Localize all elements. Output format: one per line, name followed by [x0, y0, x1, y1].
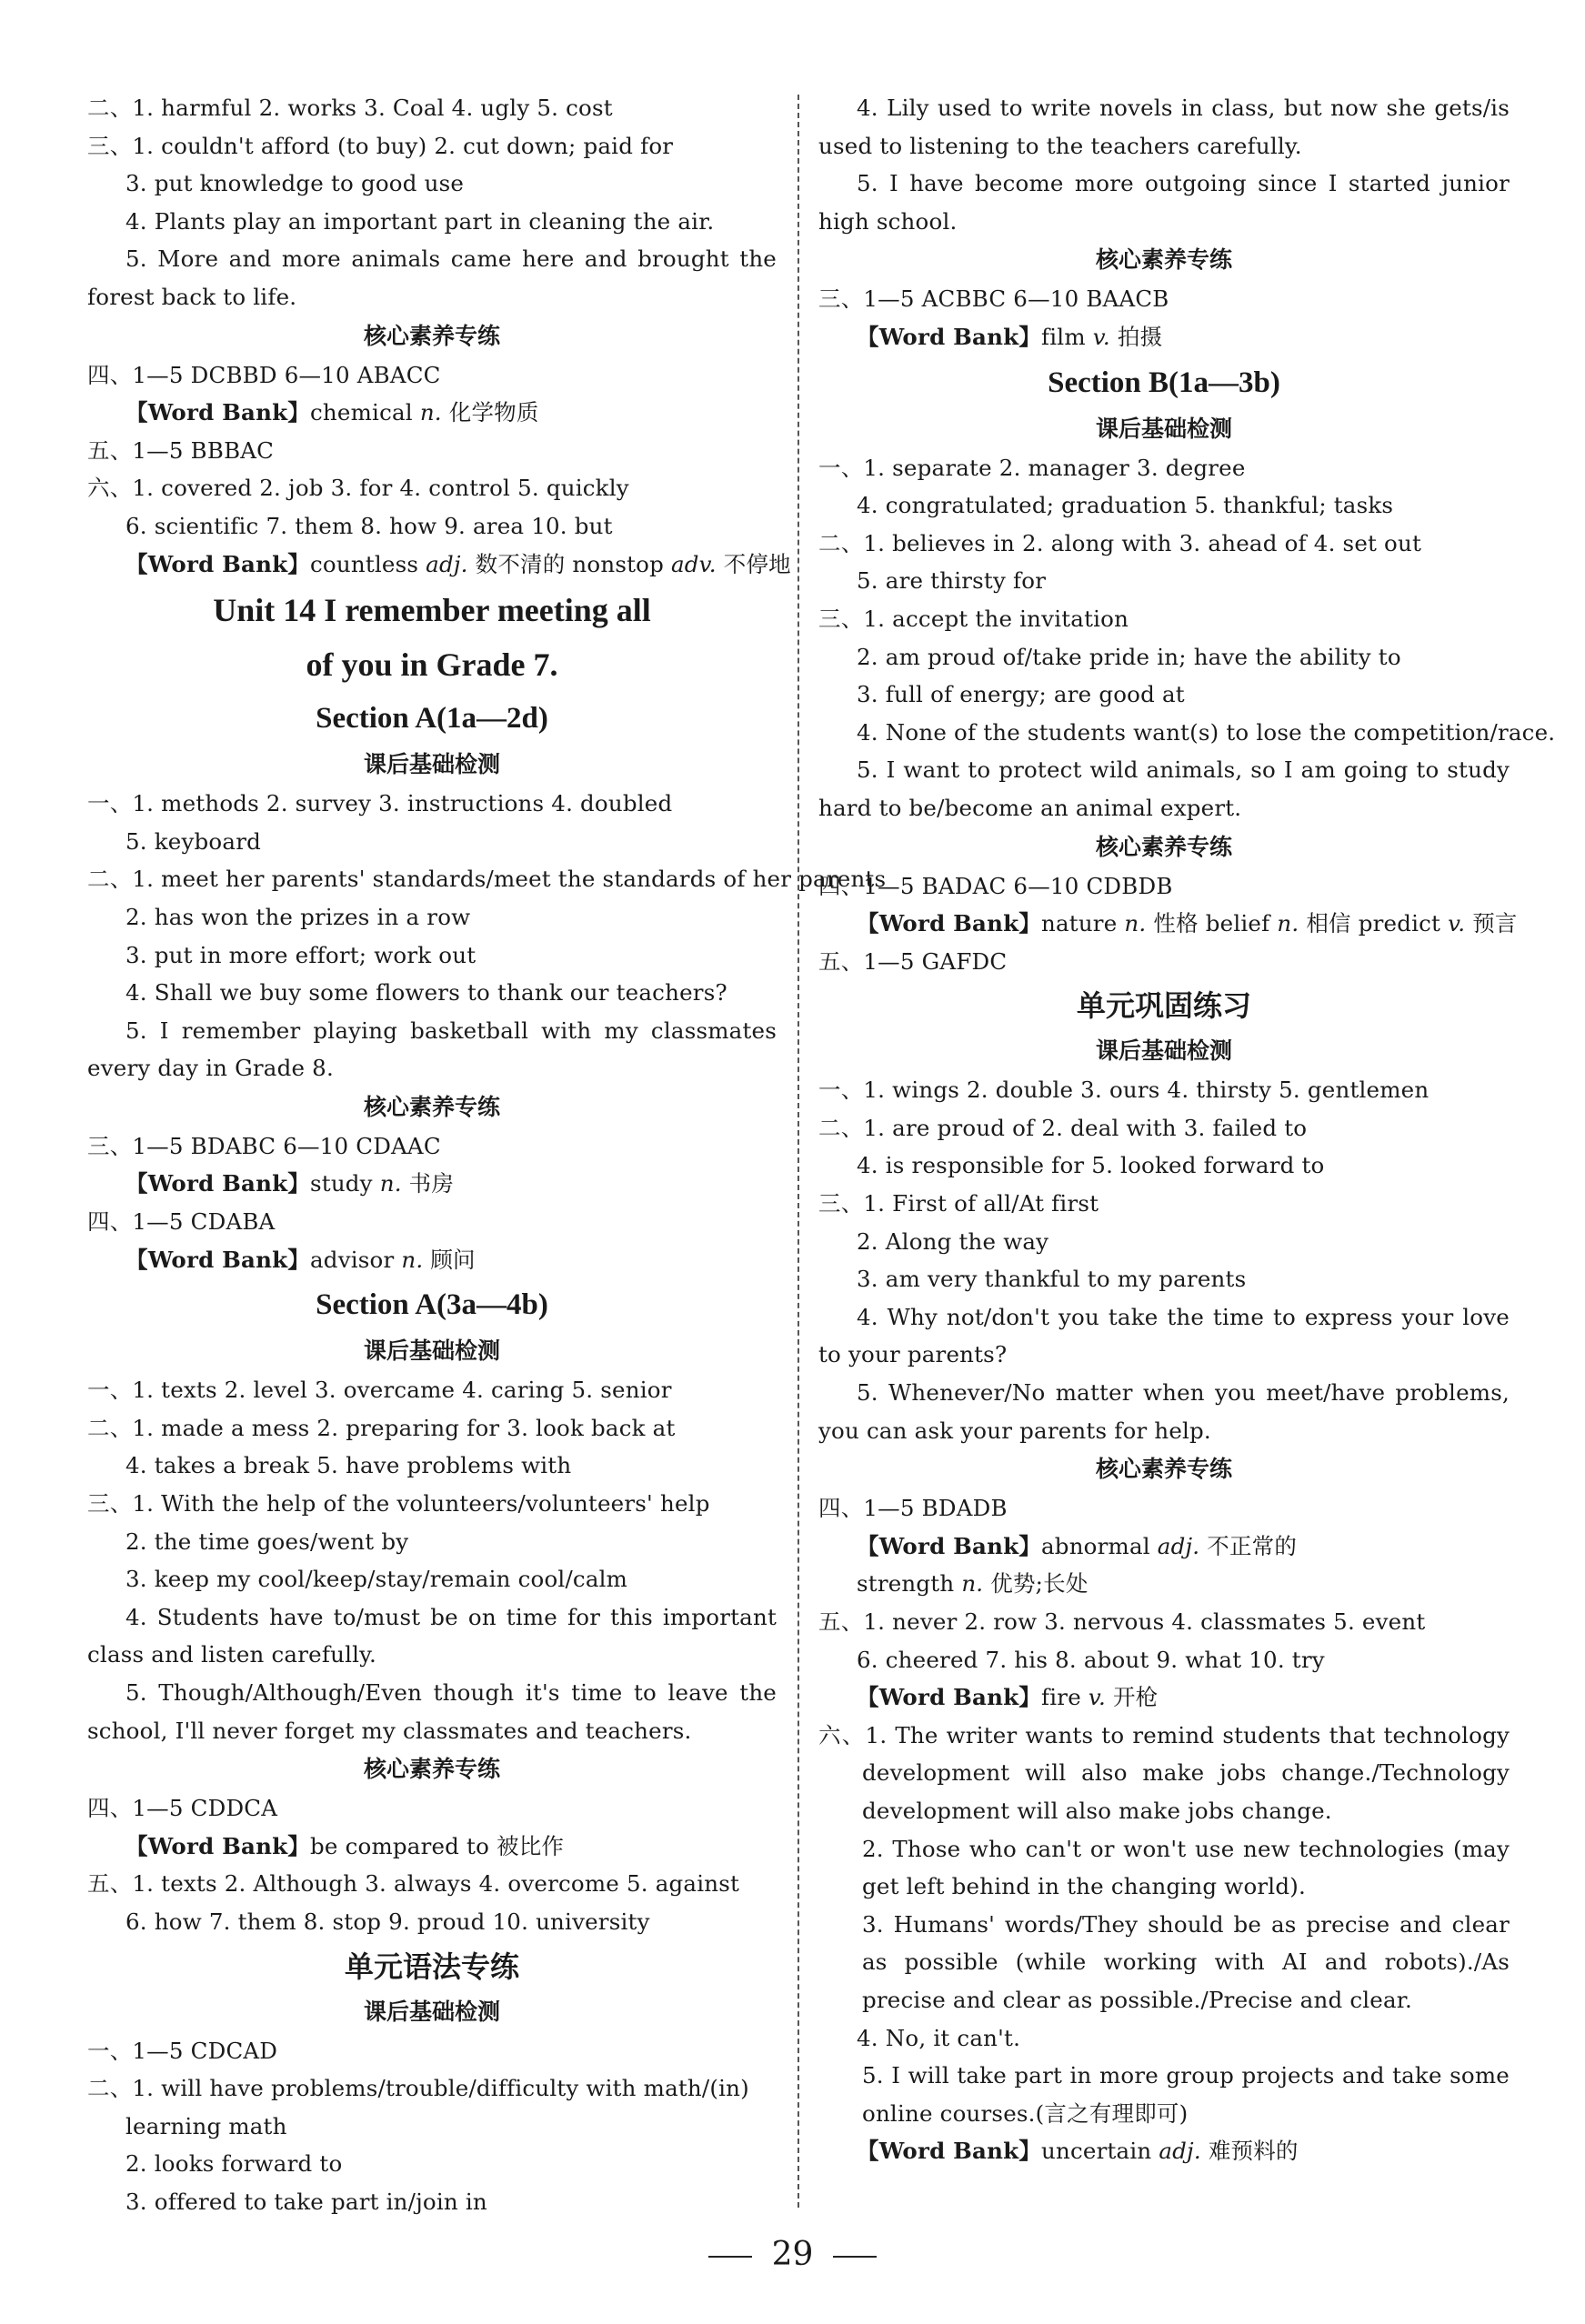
word-bank-text: 性格 belief — [1146, 910, 1278, 937]
answer-line: 二、1. harmful 2. works 3. Coal 4. ugly 5. cost — [87, 95, 613, 121]
section-title: Section A(1a—2d) — [316, 702, 548, 736]
word-bank-entry — [87, 546, 791, 584]
answer-line: 6. scientific 7. them 8. how 9. area 10. but — [125, 512, 613, 539]
answer-line: 五、1. never 2. row 3. nervous 4. classmates 5. event — [818, 1608, 1426, 1635]
answer-line: learning math — [125, 2112, 287, 2139]
answer-line: 5. Whenever/No matter when you meet/have problems, you can ask your parents for help. — [818, 1379, 1510, 1444]
subsection-heading: 核心素养专练 — [1095, 833, 1232, 860]
answer-line: 六、1. The writer wants to remind students that technology development will also make jobs change./Technology development will also make jobs change. — [818, 1721, 1510, 1824]
answer-line: 3. offered to take part in/join in — [125, 2188, 487, 2215]
part-of-speech: v. — [1448, 910, 1466, 937]
word-bank-text: chemical — [310, 399, 420, 426]
part-of-speech: n. — [379, 1170, 402, 1197]
word-bank-tag: 【Word Bank】 — [857, 2138, 1041, 2165]
answer-line: 四、1—5 BADAC 6—10 CDBDB — [818, 872, 1173, 899]
part-of-speech: n. — [961, 1570, 984, 1598]
answer-line: 3. keep my cool/keep/stay/remain cool/calm — [125, 1566, 628, 1593]
answer-line: 一、1. separate 2. manager 3. degree — [818, 454, 1246, 481]
answer-line: 2. Those who can't or won't use new technologies (may get left behind in the changing world). — [862, 1835, 1510, 1900]
answer-line: 2. has won the prizes in a row — [125, 903, 471, 930]
answer-line: 三、1. First of all/At first — [818, 1190, 1099, 1217]
answer-line: 六、1. covered 2. job 3. for 4. control 5. quickly — [87, 475, 629, 502]
answer-line: 2. am proud of/take pride in; have the ability to — [857, 643, 1401, 670]
column-divider — [798, 95, 799, 2208]
answer-line: 3. put knowledge to good use — [125, 170, 465, 197]
answer-line: 三、1—5 BDABC 6—10 CDAAC — [87, 1132, 441, 1159]
word-bank-text: 数不清的 nonstop — [467, 550, 671, 577]
answer-line: 3. Humans' words/They should be as precise and clear as possible (while working with AI and robots)./As precise and clear as possible./Precise and clear. — [862, 1910, 1510, 2013]
answer-line: 5. Though/Although/Even though it's time to leave the school, I'll never forget my classmates and teachers. — [87, 1679, 777, 1744]
word-bank-text: film — [1041, 323, 1093, 350]
answer-line: 二、1. are proud of 2. deal with 3. failed to — [818, 1114, 1308, 1141]
word-bank-text: 优势;长处 — [983, 1570, 1088, 1598]
word-bank-text: 顾问 — [423, 1246, 476, 1273]
answer-line: 一、1. methods 2. survey 3. instructions 4. doubled — [87, 790, 673, 817]
page-number-text: 29 — [771, 2236, 814, 2273]
word-bank-tag: 【Word Bank】 — [857, 323, 1041, 350]
left-column — [87, 89, 887, 2221]
word-bank-text: study — [310, 1170, 380, 1197]
answer-line: 4. Students have to/must be on time for this important class and listen carefully. — [87, 1603, 777, 1668]
word-bank-tag: 【Word Bank】 — [857, 1532, 1041, 1559]
unit-title: Unit 14 I remember meeting all — [213, 592, 651, 629]
word-bank-entry — [87, 1828, 777, 1866]
answer-line: 3. am very thankful to my parents — [857, 1266, 1247, 1293]
word-bank-entry — [87, 1241, 777, 1279]
word-bank-tag: 【Word Bank】 — [857, 910, 1041, 937]
word-bank-entry — [818, 905, 1518, 943]
answer-line: 3. full of energy; are good at — [857, 681, 1185, 708]
answer-line: 三、1—5 ACBBC 6—10 BAACB — [818, 285, 1169, 313]
subsection-heading: 课后基础检测 — [1095, 1037, 1232, 1065]
word-bank-tag: 【Word Bank】 — [125, 550, 310, 577]
subsection-heading: 课后基础检测 — [1095, 415, 1232, 442]
part-of-speech: n. — [401, 1246, 424, 1273]
subsection-heading: 核心素养专练 — [363, 1093, 500, 1120]
part-of-speech: n. — [419, 399, 442, 426]
answer-line: 三、1. With the help of the volunteers/volunteers' help — [87, 1490, 710, 1518]
word-bank-text: 预言 — [1465, 910, 1518, 937]
answer-line: 三、1. accept the invitation — [818, 605, 1129, 632]
word-bank-text: uncertain — [1041, 2138, 1159, 2165]
word-bank-tag: 【Word Bank】 — [125, 399, 310, 426]
word-bank-text: 书房 — [401, 1170, 455, 1197]
subsection-heading: 课后基础检测 — [363, 1337, 500, 1365]
answer-line: 4. is responsible for 5. looked forward to — [857, 1152, 1325, 1179]
section-title: Section B(1a—3b) — [1048, 366, 1280, 399]
answer-line: 二、1. believes in 2. along with 3. ahead of 4. set out — [818, 529, 1422, 556]
answer-line: 5. I remember playing basketball with my classmates every day in Grade 8. — [87, 1017, 777, 1082]
part-of-speech: adj. — [1157, 1532, 1200, 1559]
word-bank-text: 难预料的 — [1200, 2138, 1299, 2165]
answer-line: 5. I will take part in more group projects and take some online courses.(言之有理即可) — [862, 2062, 1510, 2127]
word-bank-text: 不停地 — [716, 550, 791, 577]
word-bank-text: 拍摄 — [1109, 323, 1163, 350]
word-bank-text: advisor — [310, 1246, 402, 1273]
subsection-heading: 核心素养专练 — [1095, 1456, 1232, 1483]
word-bank-text: be compared to 被比作 — [310, 1832, 565, 1859]
answer-line: 4. congratulated; graduation 5. thankful; tasks — [857, 492, 1394, 519]
word-bank-entry — [818, 1565, 1510, 1603]
answer-line: 4. None of the students want(s) to lose the competition/race. — [857, 718, 1556, 746]
answer-line: 二、1. meet her parents' standards/meet the standards of her parents — [87, 866, 887, 893]
word-bank-entry — [87, 1165, 777, 1203]
part-of-speech: v. — [1088, 1684, 1107, 1711]
page-number — [0, 2237, 1585, 2273]
section-title: Section A(3a—4b) — [316, 1288, 548, 1322]
answer-line: 二、1. will have problems/trouble/difficulty with math/(in) — [87, 2075, 749, 2102]
answer-line: 3. put in more effort; work out — [125, 941, 477, 968]
subsection-heading: 核心素养专练 — [363, 1756, 500, 1783]
subsection-heading: 核心素养专练 — [1095, 246, 1232, 274]
word-bank-entry — [818, 2132, 1510, 2170]
word-bank-text: 相信 predict — [1299, 910, 1449, 937]
word-bank-entry — [818, 1528, 1510, 1566]
answer-line: 5. More and more animals came here and brought the forest back to life. — [87, 245, 777, 310]
unit-title: of you in Grade 7. — [306, 646, 558, 684]
answer-line: 一、1. texts 2. level 3. overcame 4. caring 5. senior — [87, 1377, 672, 1404]
answer-line: 5. keyboard — [125, 827, 261, 855]
answer-line: 四、1—5 CDABA — [87, 1208, 276, 1236]
answer-line: 4. Why not/don't you take the time to express your love to your parents? — [818, 1303, 1510, 1368]
word-bank-entry — [818, 1678, 1510, 1717]
part-of-speech: adv. — [670, 550, 717, 577]
part-of-speech: n. — [1277, 910, 1299, 937]
word-bank-tag: 【Word Bank】 — [857, 1684, 1041, 1711]
answer-line: 五、1. texts 2. Although 3. always 4. overcome 5. against — [87, 1870, 740, 1898]
right-column — [818, 89, 1556, 2170]
answer-line: 二、1. made a mess 2. preparing for 3. look back at — [87, 1414, 676, 1441]
answer-line: 2. looks forward to — [125, 2150, 343, 2178]
answer-line: 2. the time goes/went by — [125, 1528, 409, 1555]
part-of-speech: n. — [1124, 910, 1147, 937]
subsection-heading: 核心素养专练 — [363, 322, 500, 349]
word-bank-text: nature — [1041, 910, 1125, 937]
answer-line: 一、1—5 CDCAD — [87, 2037, 278, 2064]
answer-line: 6. how 7. them 8. stop 9. proud 10. university — [125, 1908, 650, 1935]
part-of-speech: adj. — [1159, 2138, 1201, 2165]
word-bank-entry — [87, 394, 777, 432]
word-bank-text: abnormal — [1041, 1532, 1158, 1559]
word-bank-entry — [818, 318, 1510, 356]
word-bank-text: fire — [1041, 1684, 1088, 1711]
answer-line: 五、1—5 BBBAC — [87, 436, 275, 464]
answer-line: 5. are thirsty for — [857, 567, 1047, 595]
subsection-heading: 课后基础检测 — [363, 751, 500, 778]
word-bank-text: countless — [310, 550, 426, 577]
word-bank-tag: 【Word Bank】 — [125, 1832, 310, 1859]
subsection-heading: 课后基础检测 — [363, 1998, 500, 2025]
word-bank-text: 化学物质 — [441, 399, 539, 426]
answer-line: 三、1. couldn't afford (to buy) 2. cut down; paid for — [87, 132, 674, 159]
word-bank-tag: 【Word Bank】 — [125, 1170, 310, 1197]
word-bank-tag: 【Word Bank】 — [125, 1246, 310, 1273]
answer-line: 4. Plants play an important part in cleaning the air. — [125, 207, 715, 235]
part-of-speech: v. — [1092, 323, 1110, 350]
answer-line: 五、1—5 GAFDC — [818, 947, 1008, 975]
answer-line: 5. I have become more outgoing since I started junior high school. — [818, 170, 1510, 235]
answer-line: 5. I want to protect wild animals, so I am going to study hard to be/become an animal expert. — [818, 756, 1510, 821]
word-bank-text: 不正常的 — [1199, 1532, 1298, 1559]
page-number-dash-left — [708, 2256, 752, 2258]
answer-line: 一、1. wings 2. double 3. ours 4. thirsty 5. gentlemen — [818, 1077, 1430, 1104]
subsection-heading: 单元巩固练习 — [1076, 988, 1251, 1024]
answer-line: 4. Lily used to write novels in class, but now she gets/is used to listening to the teachers carefully. — [818, 95, 1510, 159]
answer-line: 4. No, it can't. — [857, 2024, 1021, 2051]
page-number-dash-right — [833, 2256, 877, 2258]
answer-line: 4. takes a break 5. have problems with — [125, 1452, 572, 1479]
answer-line: 4. Shall we buy some flowers to thank our teachers? — [125, 979, 727, 1007]
answer-line: 2. Along the way — [857, 1227, 1049, 1255]
answer-line: 四、1—5 DCBBD 6—10 ABACC — [87, 361, 441, 388]
word-bank-text: strength — [857, 1570, 962, 1598]
answer-line: 6. cheered 7. his 8. about 9. what 10. try — [857, 1646, 1325, 1673]
answer-line: 四、1—5 BDADB — [818, 1495, 1008, 1522]
subsection-heading: 单元语法专练 — [344, 1948, 519, 1984]
part-of-speech: adj. — [426, 550, 468, 577]
answer-line: 四、1—5 CDDCA — [87, 1795, 278, 1822]
word-bank-text: 开枪 — [1106, 1684, 1159, 1711]
